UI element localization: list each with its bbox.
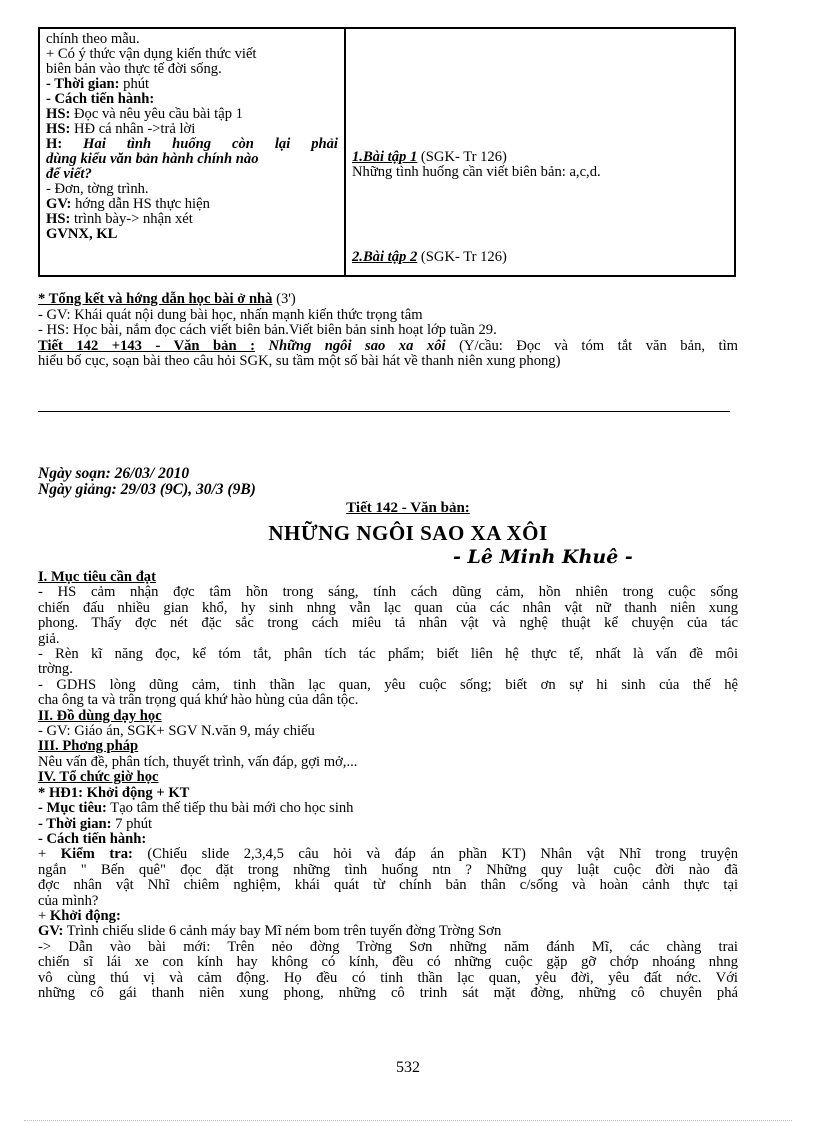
body-text: I. Mục tiêu cần đạt (38, 569, 156, 585)
body-line (38, 724, 738, 739)
body-line (38, 971, 738, 986)
body-line (38, 878, 738, 893)
table-left-line (46, 62, 338, 77)
body-text: trờng. (38, 661, 73, 678)
table-left-line (46, 92, 338, 107)
exercise-2-ref: (SGK- Tr 126) (417, 249, 507, 265)
body-text: 7 phút (111, 815, 153, 832)
body-text: Trình chiếu slide 6 cảnh máy bay Mĩ ném bom trên tuyến đờng Trờng Sơn (63, 923, 502, 940)
body-text: -> Dẫn vào bài mới: Trên nẻo đờng Trờng Sơn những năm đánh Mĩ, các chàng trai (38, 938, 738, 955)
table-left-line (46, 212, 338, 227)
table-column-divider (344, 29, 346, 275)
body-text: những cô gái thanh niên xung phong, những cô trinh sát mặt đờng, những cô chuyên phá (38, 984, 738, 1001)
summary-text: - HS: Học bài, nắm đọc cách viết biên bản.Viết biên bản sinh hoạt lớp tuần 29. (38, 322, 497, 339)
table-left-text: GVNX, KL (46, 226, 118, 242)
table-left-line (46, 167, 338, 182)
body-text: IV. Tổ chức giờ học (38, 769, 159, 786)
table-left-text: - Thời gian: (46, 76, 120, 92)
body-line (38, 662, 738, 677)
body-text: - GV: Giáo án, SGK+ SGV N.văn 9, máy chiếu (38, 723, 315, 740)
body-line (38, 632, 738, 647)
summary-line (38, 308, 738, 324)
body-line (38, 817, 738, 832)
summary-line (38, 339, 738, 355)
body-line (38, 863, 738, 878)
exercise-1-label: 1.Bài tập 1 (352, 149, 418, 165)
body-text: Khởi động: (49, 907, 121, 924)
body-line (38, 924, 738, 939)
body-text: * HĐ1: Khởi động + KT (38, 784, 190, 801)
body-line (38, 955, 738, 970)
table-left-text: + Có ý thức vận dụng kiến thức viết (46, 46, 257, 62)
summary-text: Những ngôi sao xa xôi (254, 337, 446, 354)
body-text: - Thời gian: (38, 815, 112, 832)
table-left-text: - Cách tiến hành: (46, 91, 155, 107)
table-left-line (46, 197, 338, 212)
body-line (38, 894, 738, 909)
body-text: chiến sĩ lái xe con kính hay không có kính, đều có những cuộc gặp gỡ chớp nhoáng nhng (38, 954, 738, 971)
body-line (38, 786, 738, 801)
body-line (38, 585, 738, 600)
lesson-dates (38, 466, 256, 498)
exercise-1-heading (352, 150, 507, 165)
body-text: Nêu vấn đề, phân tích, thuyết trình, vấn đáp, gợi mở,... (38, 753, 358, 770)
table-left-text: dùng kiểu văn bản hành chính nào (46, 151, 259, 167)
table-left-text: HĐ cá nhân ->trả lời (70, 121, 196, 137)
table-left-text: HS: (46, 106, 71, 122)
body-line (38, 801, 738, 816)
table-left-line (46, 47, 338, 62)
body-line (38, 709, 738, 724)
body-text: Kiểm tra: (60, 846, 133, 863)
exercise-2-heading (352, 250, 507, 265)
body-line (38, 847, 738, 862)
exercise-1-answer: Những tình huống cần viết biên bản: a,c,d. (352, 164, 601, 180)
body-line (38, 739, 738, 754)
date-taught: Ngày giảng: 29/03 (9C), 30/3 (9B) (38, 481, 256, 498)
table-left-text: phút (119, 76, 150, 92)
summary-text: * Tổng kết và hớng dẫn học bài ở nhà (38, 291, 273, 307)
body-text: GV: (38, 923, 64, 940)
table-left-text: để viết? (46, 166, 92, 182)
table-left-column (46, 32, 338, 242)
body-text: + (38, 907, 50, 924)
table-left-text: GV: (46, 196, 72, 212)
body-line (38, 570, 738, 585)
table-left-line (46, 152, 338, 167)
table-left-text: biên bản vào thực tế đời sống. (46, 61, 222, 77)
body-text: Tạo tâm thế tiếp thu bài mới cho học sinh (106, 800, 354, 817)
table-left-line (46, 137, 338, 152)
table-left-line (46, 227, 338, 242)
date-prepared: Ngày soạn: 26/03/ 2010 (38, 465, 190, 482)
body-text: chiến đấu nhiều gian khổ, hy sinh nhng vẫn lạc quan của các nhân vật nữ thanh niên xung (38, 599, 738, 616)
summary-line (38, 292, 738, 308)
body-text: đợc nhân vật Nhĩ chiêm nghiệm, khái quát từ chính bản thân c/sống và hoàn cảnh thực tại (38, 877, 738, 894)
body-text: - Cách tiến hành: (38, 830, 147, 847)
body-text: - Mục tiêu: (38, 800, 107, 817)
body-line (38, 986, 738, 1001)
body-text: cha ông ta và trân trọng quá khứ hào hùng của dân tộc. (38, 692, 359, 709)
body-text: - Rèn kĩ năng đọc, kể tóm tắt, phân tích tác phẩm; biết liên hệ thực tế, nhất là vấn đề môi (38, 646, 738, 663)
table-right-column (352, 29, 730, 275)
lesson-table (38, 27, 736, 277)
table-left-text: chính theo mẫu. (46, 31, 140, 47)
lesson-title: NHỮNG NGÔI SAO XA XÔI (268, 521, 548, 545)
summary-text: hiểu bố cục, soạn bài theo câu hỏi SGK, su tầm một số bài hát về thanh niên xung phong) (38, 353, 561, 370)
body-text: + (38, 846, 61, 863)
body-text: (Chiếu slide 2,3,4,5 câu hỏi và đáp án phần KT) Nhân vật Nhĩ trong truyện (132, 846, 738, 863)
homework-summary (38, 292, 738, 370)
body-text: - HS cảm nhận đợc tâm hồn trong sáng, tính cách dũng cảm, hồn nhiên trong cuộc sống (38, 584, 738, 601)
table-left-text: hớng dẫn HS thực hiện (71, 196, 210, 212)
body-line (38, 832, 738, 847)
table-left-text: Hai tình huống còn lại phải (62, 136, 338, 152)
page-bottom-dotted-line (24, 1120, 792, 1121)
body-text: II. Đồ dùng dạy học (38, 707, 162, 724)
body-line (38, 678, 738, 693)
body-text: vô cùng thú vị và cảm động. Họ đều có tinh thần lạc quan, yêu đời, yêu đất nớc. Với (38, 969, 738, 986)
page-number: 532 (396, 1059, 420, 1076)
body-line (38, 755, 738, 770)
body-text: III. Phơng pháp (38, 738, 139, 755)
table-left-text: HS: (46, 211, 71, 227)
table-left-line (46, 182, 338, 197)
lesson-body (38, 570, 738, 1001)
table-left-text: - Đơn, tờng trình. (46, 181, 149, 197)
summary-text: (Y/cầu: Đọc và tóm tắt văn bản, tìm (445, 337, 738, 354)
summary-line (38, 323, 738, 339)
body-line (38, 647, 738, 662)
table-left-line (46, 77, 338, 92)
table-left-line (46, 122, 338, 137)
table-left-line (46, 107, 338, 122)
body-line (38, 601, 738, 616)
summary-line (38, 354, 738, 370)
body-text: phong. Thấy đợc nét đặc sắc trong cách miêu tả nhân vật và nghệ thuật kể chuyện của tác (38, 615, 738, 632)
summary-text: Tiết 142 +143 - Văn bản : (38, 337, 255, 354)
section-separator (38, 411, 730, 412)
body-line (38, 770, 738, 785)
table-left-line (46, 32, 338, 47)
body-line (38, 909, 738, 924)
body-line (38, 693, 738, 708)
table-left-text: HS: (46, 121, 71, 137)
summary-text: (3') (272, 291, 296, 307)
table-left-text: H: (46, 136, 63, 152)
body-line (38, 616, 738, 631)
body-text: - GDHS lòng dũng cảm, tinh thần lạc quan, yêu cuộc sống; biết ơn sự hi sinh của thế hệ (38, 676, 738, 693)
table-left-text: Đọc và nêu yêu cầu bài tập 1 (70, 106, 243, 122)
summary-text: - GV: Khái quát nội dung bài học, nhấn mạnh kiến thức trọng tâm (38, 306, 423, 323)
body-text: ngắn " Bến quê" đọc đặt trong những tình huống ntn ? Những quy luật cuộc đời nào đã (38, 861, 738, 878)
table-left-text: trình bày-> nhận xét (70, 211, 193, 227)
lesson-subtitle: Tiết 142 - Văn bản: (346, 500, 470, 516)
body-line (38, 940, 738, 955)
exercise-2-label: 2.Bài tập 2 (352, 249, 418, 265)
body-text: của mình? (38, 892, 99, 909)
exercise-1-ref: (SGK- Tr 126) (417, 149, 507, 165)
lesson-author: - Lê Minh Khuê - (453, 546, 633, 568)
body-text: giả. (38, 630, 60, 647)
